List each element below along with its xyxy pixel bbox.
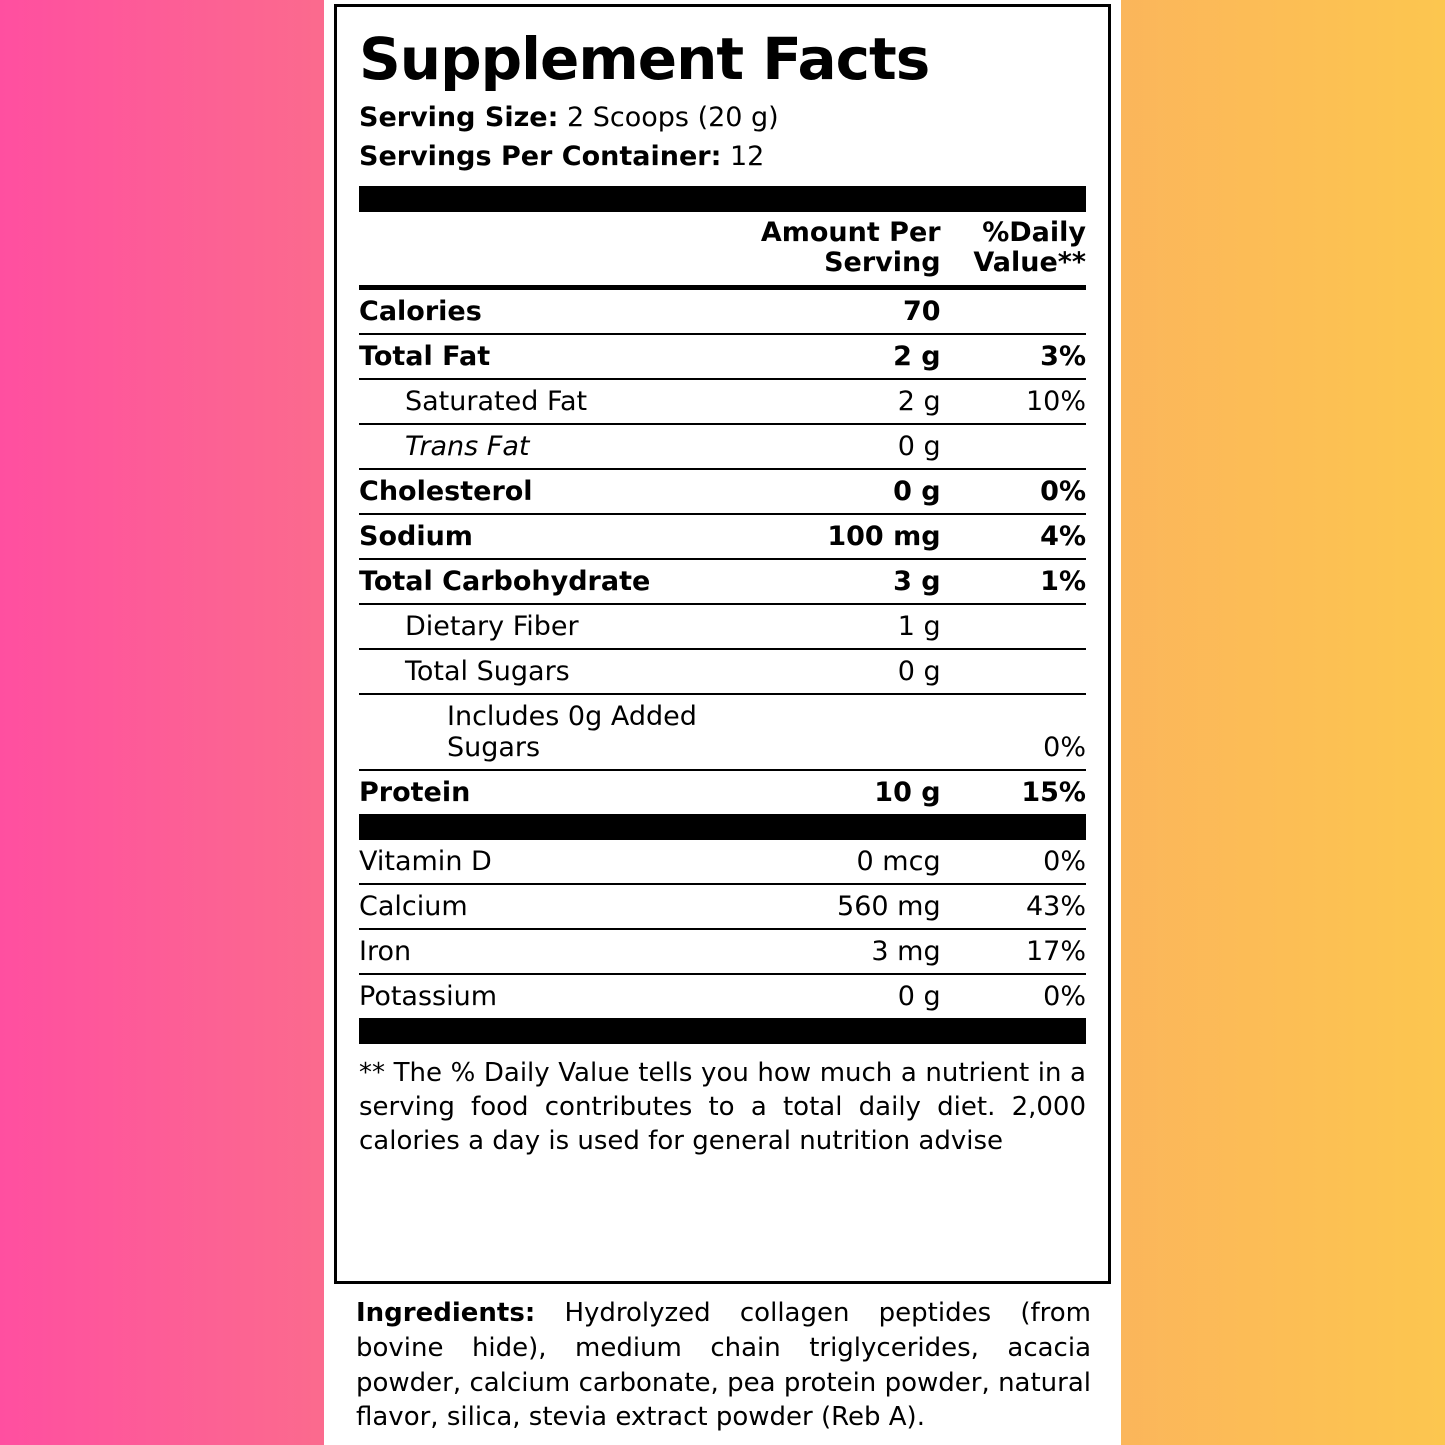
daily-value-footnote: ** The % Daily Value tells you how much a nutrient in a serving food contributes to a total daily diet. 2,000 calories a day is used for general nutrition advise xyxy=(359,1057,1086,1157)
page-title: Supplement Facts xyxy=(359,25,930,93)
servings-per-container-label: Servings Per Container: xyxy=(359,141,722,173)
row-amount: 3 g xyxy=(752,559,941,604)
row-dv xyxy=(941,424,1086,469)
row-dv: 1% xyxy=(941,559,1086,604)
row-name: Potassium xyxy=(359,980,498,1012)
row-dv: 0% xyxy=(1043,980,1086,1012)
table-row xyxy=(359,379,1086,424)
supplement-facts-panel xyxy=(334,4,1111,1284)
footnote-divider-bar xyxy=(359,1018,1086,1044)
row-amount: 0 g xyxy=(897,980,941,1012)
table-row xyxy=(359,649,1086,694)
table-row xyxy=(359,884,1086,929)
row-amount: 2 g xyxy=(752,379,941,424)
row-amount: 3 mg xyxy=(752,929,941,974)
row-name: Calcium xyxy=(359,884,752,929)
row-amount: 70 xyxy=(752,287,941,334)
table-row xyxy=(359,694,1086,770)
row-amount: 2 g xyxy=(752,334,941,379)
row-dv xyxy=(941,649,1086,694)
row-amount: 0 g xyxy=(752,649,941,694)
row-name: Total Fat xyxy=(359,334,752,379)
nutrition-table xyxy=(359,212,1086,813)
row-name: Sodium xyxy=(359,514,752,559)
header-daily-value: %Daily Value** xyxy=(941,212,1086,287)
row-name: Dietary Fiber xyxy=(359,604,752,649)
row-amount: 100 mg xyxy=(752,514,941,559)
header-spacer xyxy=(359,212,752,287)
row-dv: 3% xyxy=(941,334,1086,379)
top-divider-bar xyxy=(359,186,1086,212)
row-name: Vitamin D xyxy=(359,840,752,884)
table-row xyxy=(359,929,1086,974)
table-header-row xyxy=(359,212,1086,287)
table-row xyxy=(359,514,1086,559)
row-dv: 4% xyxy=(941,514,1086,559)
label-page xyxy=(324,0,1121,1445)
servings-per-container-line xyxy=(359,137,1086,176)
row-name: Saturated Fat xyxy=(359,379,752,424)
ingredients-text: Hydrolyzed collagen peptides (from bovine hide), medium chain triglycerides, acacia powder, calcium carbonate, pea protein powder, natural flavor, silica, stevia extract powder (Reb A). xyxy=(356,1298,1091,1433)
table-row xyxy=(359,974,1086,1018)
row-dv: 0% xyxy=(941,694,1086,770)
serving-size-label: Serving Size: xyxy=(359,101,559,133)
servings-per-container-value: 12 xyxy=(729,141,765,173)
table-row xyxy=(359,604,1086,649)
serving-size-line xyxy=(359,98,1086,137)
table-row xyxy=(359,559,1086,604)
row-amount: 0 mcg xyxy=(752,840,941,884)
row-amount: 0 g xyxy=(752,469,941,514)
row-dv: 17% xyxy=(941,929,1086,974)
row-name: Protein xyxy=(359,776,471,808)
row-dv: 10% xyxy=(941,379,1086,424)
row-dv: 43% xyxy=(941,884,1086,929)
row-name: Calories xyxy=(359,287,752,334)
table-row xyxy=(359,334,1086,379)
ingredients-block xyxy=(356,1296,1091,1435)
row-name: Iron xyxy=(359,929,752,974)
micronutrient-table xyxy=(359,840,1086,1018)
row-dv: 0% xyxy=(941,469,1086,514)
table-row xyxy=(359,770,1086,814)
row-name: Includes 0g Added Sugars xyxy=(359,694,752,770)
row-dv xyxy=(941,604,1086,649)
row-amount xyxy=(752,694,941,770)
table-row xyxy=(359,840,1086,884)
row-dv: 0% xyxy=(941,840,1086,884)
row-dv xyxy=(941,287,1086,334)
row-name: Total Carbohydrate xyxy=(359,559,752,604)
serving-size-value: 2 Scoops (20 g) xyxy=(567,101,779,133)
row-name: Trans Fat xyxy=(359,424,752,469)
table-row xyxy=(359,287,1086,334)
header-amount-per-serving: Amount Per Serving xyxy=(752,212,941,287)
micronutrient-divider-bar xyxy=(359,814,1086,840)
row-amount: 10 g xyxy=(874,776,941,808)
row-amount: 1 g xyxy=(752,604,941,649)
row-name: Total Sugars xyxy=(359,649,752,694)
row-amount: 0 g xyxy=(752,424,941,469)
ingredients-label: Ingredients: xyxy=(356,1298,536,1328)
table-row xyxy=(359,469,1086,514)
row-name: Cholesterol xyxy=(359,469,752,514)
row-amount: 560 mg xyxy=(752,884,941,929)
row-dv: 15% xyxy=(1021,776,1086,808)
table-row xyxy=(359,424,1086,469)
